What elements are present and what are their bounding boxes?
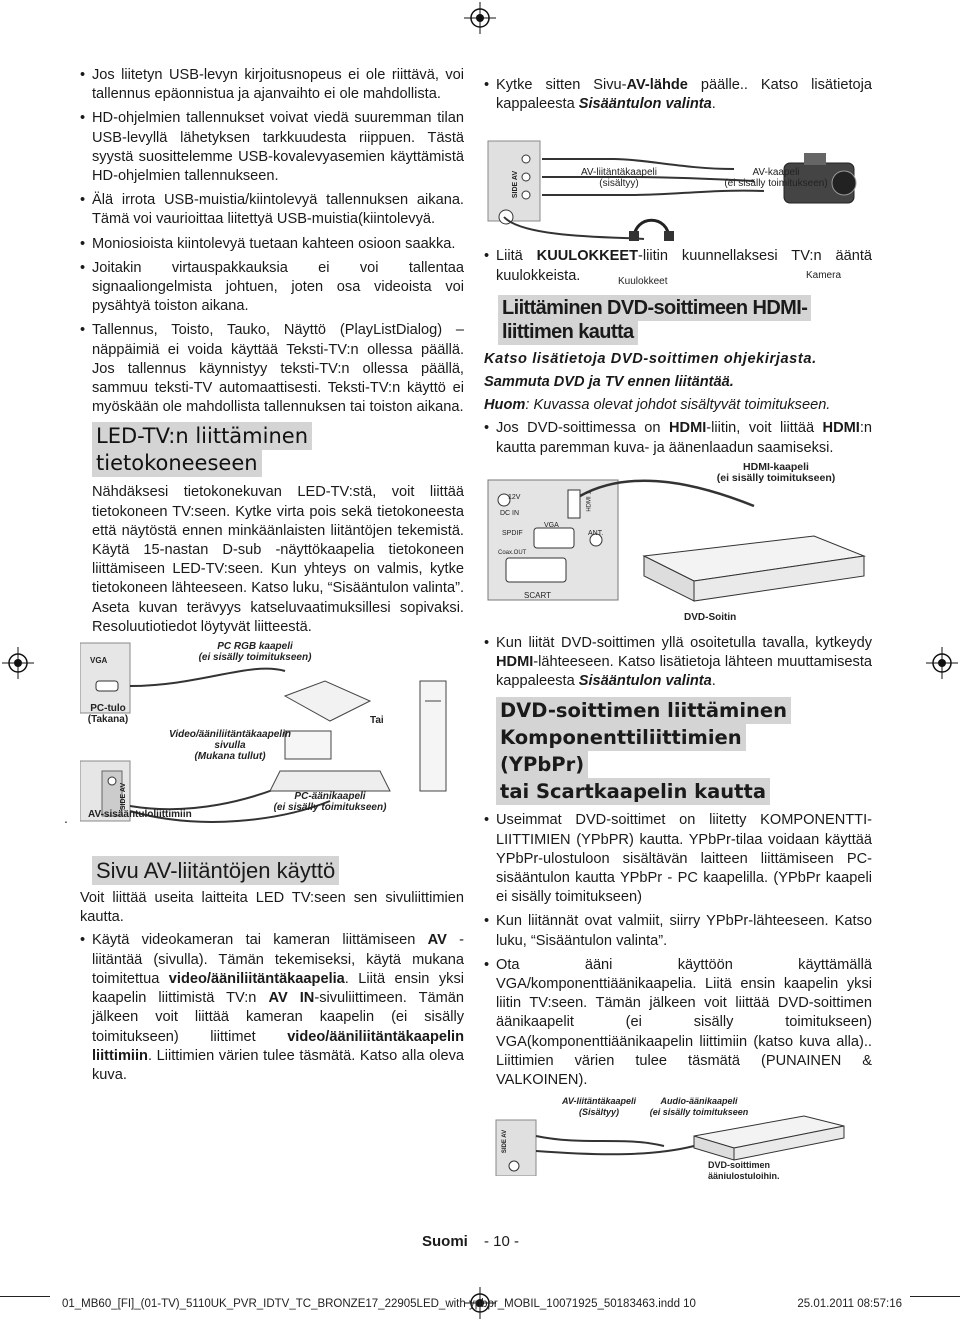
list-item: • Tallennus, Toisto, Tauko, Näyttö (PlayListDialog) –näppäimiä ei voida käyttää Teksti-TV:n ollessa päällä. Jos tallennus käynnistyy teksti-TV:n ollessa päällä, sammuu teksti-TV automaattisesti. Teksti-TV:n käyttö ei myöskään ole mahdollista tallennuksen tai toiston aikana. [80, 321, 464, 417]
dvd-audio-out-label [708, 1160, 788, 1182]
text: Käytä videokameran tai kameran liittämiseen [92, 932, 428, 949]
print-date: 25.01.2011 08:57:16 [797, 1298, 902, 1310]
text: . Liitä ensin yksi kaapelin liittimistä TV:n [92, 970, 464, 1007]
hdmi-connection-drawing [484, 466, 872, 634]
text: . Liittimien värien tulee täsmätä. Katso alla oleva kuva. [92, 1047, 464, 1083]
heading-line: tietokoneeseen [96, 451, 258, 476]
registration-mark-top [462, 0, 498, 36]
label-line: Audio-äänikaapeli [660, 1096, 738, 1107]
av-cable-label [564, 167, 674, 189]
headphones-list [484, 247, 872, 288]
side-av-intro: Voit liittää useita laitteita LED TV:seen sen sivuliittimien kautta. [80, 890, 464, 926]
bold-text: AV-lähde [626, 77, 688, 93]
italic-text: Sisääntulon valinta [578, 673, 712, 690]
side-av-label: SIDE AV [512, 171, 520, 199]
bold-text: AV IN [268, 990, 315, 1007]
av-cable-not-included-label [706, 167, 846, 189]
hdmi-huom [484, 396, 872, 415]
label-line: PC-tulo [90, 703, 126, 715]
hdmi-source-list [484, 634, 872, 692]
bold-text: HDMI [669, 420, 707, 437]
av-cable-label [554, 1096, 644, 1118]
registration-mark-right [924, 645, 960, 681]
text: . [711, 673, 716, 690]
text: -liitin, voit liittää [706, 420, 823, 437]
hdmi-cable-label [696, 462, 856, 484]
list-item: • HD-ohjelmien tallennukset voivat viedä suuremman tilan USB-levyllä lähetyksen tarkkuudesta riippuen. Tästä syystä suosittelemme USB-kovalevyasemien käyttämistä HD-ohjelmien tallennukseen. [80, 109, 464, 186]
hdmi-connection-figure [484, 460, 872, 634]
text: -liitin kuunnellaksesi TV:n ääntä kuulokkeista. [496, 248, 872, 284]
label-line: (ei sisälly toimitukseen) [198, 652, 312, 664]
bold-text: video/ääniliitäntäkaapelia [168, 970, 345, 987]
stray-dot: . [64, 810, 68, 827]
text: Kytke sitten Sivu- [496, 77, 627, 93]
list-item [484, 76, 872, 114]
italic-text: Sisääntulon valinta [578, 96, 712, 113]
list-item [484, 247, 872, 288]
page-footer [422, 1233, 519, 1250]
dvd-player-label: DVD-Soitin [684, 611, 737, 623]
label-line: HDMI-kaapeli [743, 460, 809, 473]
pc-connection-paragraph: Nähdäksesi tietokonekuvan LED-TV:stä, voit liittää tietokoneen TV:seen. Kytke virta pois sekä tietokoneesta että näytöstä ennen minkäänlaisten liitäntöjen tekemistä. Käytä 15-nastan D-sub -näyttökaapelia tietokoneen liittämiseen LED-TV:seen. Kun yhteys on valmis, kytke tietokoneen lähteeseen. Katso luku, “Sisääntulon valinta”. Aseta kuvan terävyys katseluvaatimuksillesi sopivaksi. Resoluutiotiedot löytyvät liitteestä. [92, 484, 464, 635]
crop-mark [0, 1296, 50, 1297]
registration-mark-left [0, 645, 36, 681]
language-label: Suomi [422, 1233, 468, 1250]
headphones-label: Kuulokkeet [618, 276, 668, 288]
list-item [484, 634, 872, 692]
label-line: (Mukana tullut) [194, 751, 266, 763]
page-number: - 10 - [484, 1233, 520, 1250]
bold-text: Huom [484, 397, 526, 414]
bold-text: AV [427, 932, 447, 949]
hdmi1-label: HDMI 1 [586, 491, 593, 512]
text: -sivuliittimeen. Tämän jälkeen voit liittää kameran kaapelin (ei sisälly toimitukseen) liittimet [92, 990, 464, 1045]
label-line: ääniulostuloihin. [708, 1171, 780, 1182]
label-line: (ei sisälly toimitukseen [649, 1107, 749, 1118]
side-av-label: SIDE AV [502, 1130, 509, 1154]
camera-label: Kamera [806, 270, 842, 282]
heading-line: tai Scartkaapelin kautta [500, 780, 766, 804]
usb-notes-list [80, 66, 464, 417]
list-item: • Kun liitännät ovat valmiit, siirry YPbPr-lähteeseen. Katso luku, “Sisääntulon valinta”. [484, 912, 872, 950]
label-line: (ei sisälly toimitukseen) [273, 802, 387, 814]
av-input-label: AV-sisääntuloliittimiin [88, 809, 192, 821]
bold-text: HDMI [822, 420, 860, 437]
ant-label: ANT. [588, 529, 604, 537]
side-av-continue-list [484, 76, 872, 114]
label-line: AV-liitäntäkaapeli [561, 1096, 637, 1107]
12v-label: 12V [508, 493, 521, 501]
list-item: • Joitakin virtauspakkauksia ei voi tallentaa signaaliongelmista johtuen, joten osa videoista voi pysähtyä toiston aikana. [80, 259, 464, 317]
bold-text: KUULOKKEET [536, 248, 639, 265]
list-item: • Moniosioista kiintolevyä tuetaan kahteen osioon saakka. [80, 235, 464, 254]
label-line: (Takana) [87, 714, 129, 726]
section-heading-hdmi [498, 296, 828, 344]
list-item [484, 419, 872, 457]
audio-cable-label [644, 1096, 754, 1118]
crop-mark [910, 1296, 960, 1297]
text: . [711, 96, 716, 113]
or-label: Tai [370, 715, 384, 727]
hdmi-list [484, 419, 872, 457]
label-line: sivulla [214, 740, 246, 752]
spdif-label: SPDIF [502, 529, 523, 537]
text: Jos DVD-soittimessa on [496, 420, 669, 437]
list-item: • Jos liitetyn USB-levyn kirjoitusnopeus ei ole riittävä, voi tallennus epäonnistua ja ajanvaihto ei ole mahdollista. [80, 66, 464, 104]
pc-connection-figure [64, 641, 464, 851]
text: päälle.. Katso lisätietoja kappaleesta [496, 77, 872, 113]
label-line: (ei sisälly toimitukseen) [724, 178, 828, 190]
vga-label: VGA [544, 521, 559, 529]
text: Kun liität DVD-soittimen yllä osoitetulla tavalla, kytkeydy [496, 634, 872, 651]
section-heading-pc [92, 423, 464, 477]
label-line: PC RGB kaapeli [217, 641, 293, 653]
file-name: 01_MB60_[FI]_(01-TV)_5110UK_PVR_IDTV_TC_BRONZE17_22905LED_with ypbpr_MOBIL_10071925_50183463.indd 10 [62, 1298, 696, 1310]
label-line: (sisältyy) [599, 178, 639, 190]
list-item: • Älä irrota USB-muistia/kiintolevyä tallennuksen aikana. Tämä voi vaurioittaa liitettyä USB-muistia(kiintolevyä. [80, 191, 464, 229]
hdmi-note-2: Sammuta DVD ja TV ennen liitäntää. [484, 374, 734, 391]
pc-rgb-cable-label [185, 641, 325, 663]
pc-input-label [80, 703, 136, 725]
label-line: Video/ääniliitäntäkaapelin [169, 729, 291, 741]
text: -liitäntää (sivulla). Tämän tekemiseksi, käytä mukana toimitettua [92, 932, 464, 987]
pc-audio-cable-label [270, 791, 390, 813]
list-item: • Useimmat DVD-soittimet on liitetty KOMPONENTTI-LIITTIMIEN (YPbPR) kautta. YPbPr-tilaa voidaan käyttää YPbPr-ulostuloon sisältävän laitteen liittämiseen PC-sisääntulon kautta YPbPr - PC kaapelilla. (YPbPr kaapeli ei sisälly toimitukseen) [484, 811, 872, 907]
section-heading-side-av [92, 857, 464, 885]
heading-line: DVD-soittimen liittäminen [500, 699, 787, 723]
label-line: AV-liitäntäkaapeli [581, 167, 657, 179]
list-item: • Ota ääni käyttöön käyttämällä VGA/komponenttiäänikaapelia. Liitä ensin kaapelin yksi liitin TV:seen. Tämän jälkeen voit liittää DVD-soittimen äänikaapelit (ei sisälly toimitukseen) VGA(komponenttiäänikaapelin liittimiin (katso kuva alla).. Liittimien värien tulee täsmätä (PUNAINEN & VALKOINEN). [484, 956, 872, 1090]
left-column [64, 66, 464, 1090]
side-av-list [80, 931, 464, 1085]
text: -lähteeseen. Katso lisätietoja lähteen muuttamisesta kappaleesta [496, 654, 872, 690]
heading-line: Komponenttiliittimien (YPbPr) [500, 726, 742, 777]
label-line: PC-äänikaapeli [294, 791, 366, 803]
bold-text: HDMI [496, 654, 534, 671]
section-heading-component [496, 697, 826, 805]
list-item [80, 931, 464, 1085]
side-av-label: SIDE AV [120, 782, 128, 811]
label-line: AV-kaapeli [752, 167, 800, 179]
text: : Kuvassa olevat johdot sisältyvät toimitukseen. [525, 397, 831, 414]
hdmi-note-1: Katso lisätietoja DVD-soittimen ohjekirjasta. [484, 350, 817, 367]
bold-text: video/ääniliitäntäkaapelin liittimiin [92, 1028, 464, 1064]
label-line: (Sisältyy) [578, 1107, 620, 1118]
component-list [484, 811, 872, 1090]
heading-line: LED-TV:n liittäminen [96, 424, 308, 449]
dc-in-label: DC IN [500, 509, 520, 517]
label-line: (ei sisälly toimitukseen) [716, 471, 836, 484]
text: Liitä [496, 248, 537, 265]
label-line: DVD-soittimen [708, 1160, 771, 1171]
text: :n kautta paremman kuva- ja äänenlaadun saamiseksi. [496, 420, 872, 456]
scart-label: SCART [524, 590, 551, 600]
coax-out-label: Coax.OUT [498, 549, 527, 556]
heading-line: Sivu AV-liitäntöjen käyttö [92, 856, 339, 885]
right-column [484, 76, 872, 1182]
print-slug [62, 1298, 902, 1310]
component-connection-figure [484, 1096, 872, 1182]
vga-label: VGA [90, 656, 108, 666]
heading-line: Liittäminen DVD-soittimeen HDMI-liittimen kautta [498, 295, 811, 345]
video-audio-cable-label [160, 729, 300, 762]
